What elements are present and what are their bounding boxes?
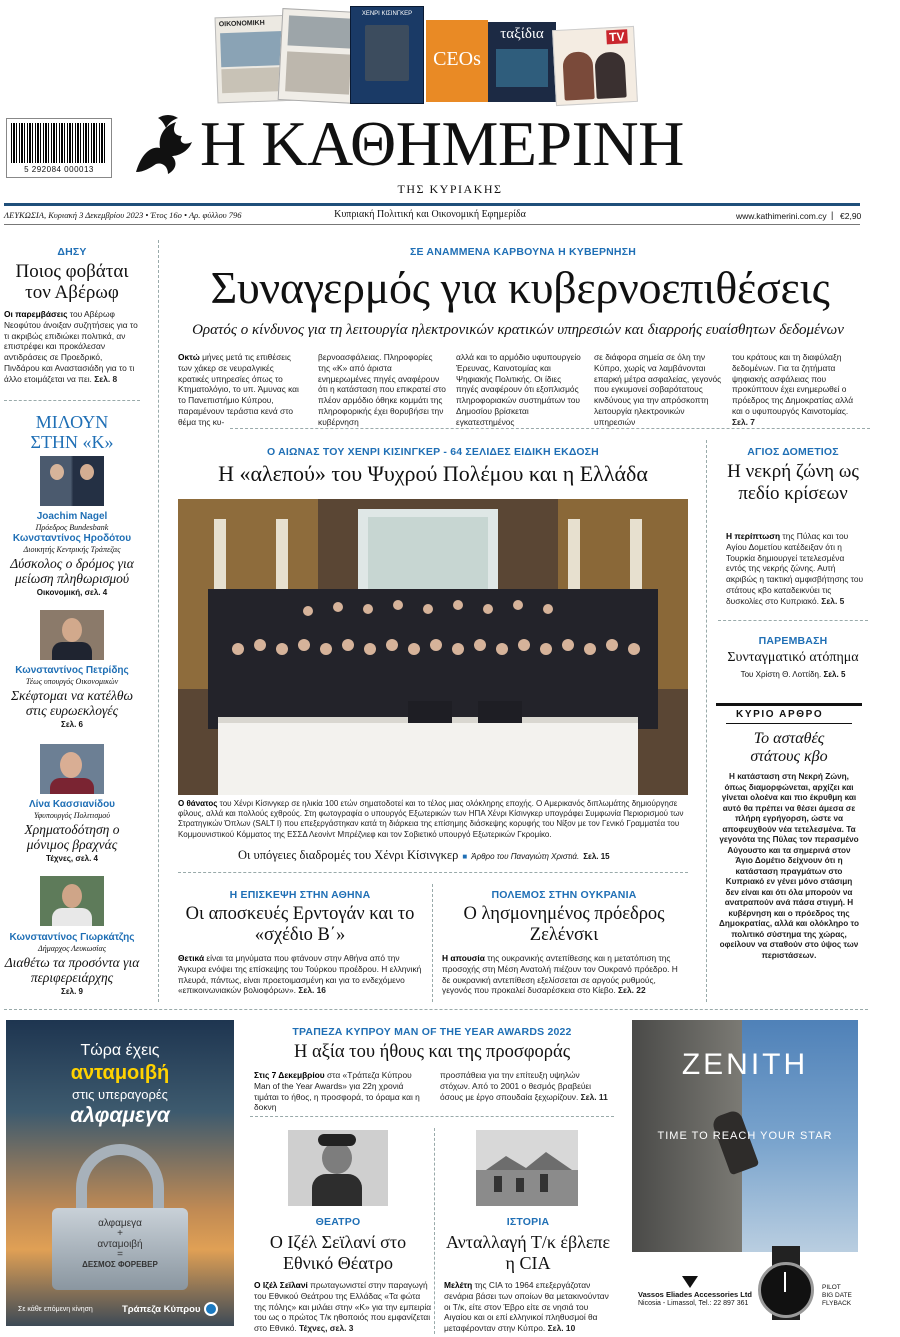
lock-line3: ανταμοιβή	[97, 1239, 143, 1250]
price-divider: |	[831, 210, 834, 220]
awards-ref[interactable]: Σελ. 11	[580, 1091, 608, 1102]
interview-1-role: Πρόεδρος Bundesbank	[35, 523, 109, 532]
lead-kicker: ΣΕ ΑΝΑΜΜΕΝΑ ΚΑΡΒΟΥΝΑ Η ΚΥΒΕΡΝΗΣΗ	[410, 246, 636, 258]
masthead-subtitle: ΤΗΣ ΚΥΡΙΑΚΗΣ	[397, 182, 503, 196]
interview-4-quote[interactable]: Διαθέτω τα προσόντα για περιφερειάρχης	[4, 955, 140, 985]
supplement-cover-ceos[interactable]	[426, 20, 488, 102]
interview-3-name: Λίνα Κασσιανίδου	[28, 799, 115, 810]
interview-1-quote[interactable]: Δύσκολος ο δρόμος για μείωση πληθωρισμού	[10, 556, 134, 586]
agios-kicker: ΑΓΙΟΣ ΔΟΜΕΤΙΟΣ	[747, 446, 839, 458]
salt-signing-photo	[178, 499, 688, 795]
lock-line5: ΔΕΣΜΟΣ ΦΟΡΕΒΕΡ	[82, 1260, 158, 1269]
ad-alphamega-brand: αλφαμεγα	[70, 1104, 170, 1127]
ukraine-ref[interactable]: Σελ. 22	[617, 985, 646, 996]
zenith-brand: ZENITH	[681, 1048, 809, 1081]
kissinger-teaser-ref: Σελ. 15	[583, 852, 610, 861]
dhsy-headline[interactable]: Ποιος φοβάται τον Αβέρωφ	[15, 261, 129, 303]
watch-label-3: FLYBACK	[822, 1300, 852, 1307]
lead-col-5	[732, 352, 860, 427]
avatar-kassianidou	[40, 744, 104, 794]
theatre-text: πρωταγωνιστεί στην παραγωγή του Εθνικού Θεάτρου της Ελλάδας «Τα φώτα της πόλης» και μιλάει στην «Κ» για την εμπειρία του ως ο πρώτος Τ/κ ηθοποιός που εμφανίζεται στο Εθνικό.	[254, 1280, 432, 1333]
supplement-cover-label: CEOs	[433, 48, 481, 70]
lead-col-5-text: του κράτους και τη διαφύλαξη δεδομένων. Για τα ζητήματα ψηφιακής ασφάλειας που προκύπτουν έχει ενημερωθεί ο πρόεδρος της Δημοκρατίας αλλά και ο υφυπουργός Καινοτομίας.	[732, 352, 854, 416]
dhsy-text: του Αβέρωφ Νεοφύτου άνοιξαν συζητήσεις για το τι ακριβώς επιδιώκει πολιτικά, αν επιστρέφει και προκάλεσαν αντιδράσεις σε Προεδρικό, Πινδάρου και Αναστασιάδη για το τι άλλο ετοιμάζεται να πει.	[4, 309, 138, 384]
watch-icon	[758, 1246, 814, 1320]
agios-headline[interactable]: Η νεκρή ζώνη ως πεδίο κρίσεων	[727, 461, 859, 504]
kyrio-arthro-box	[716, 703, 862, 1001]
interview-4-role: Δήμαρχος Λευκωσίας	[38, 944, 106, 953]
kissinger-teaser-title: Οι υπόγειες διαδρομές του Χένρι Κίσινγκερ	[238, 848, 459, 862]
awards-col-1	[254, 1070, 428, 1113]
supplement-cover-label: TV	[606, 29, 628, 44]
interview-1-ref[interactable]: Οικονομική, σελ. 4	[36, 588, 108, 597]
kissinger-caption	[178, 799, 688, 840]
mid-vertical-divider	[432, 884, 433, 1002]
watch-label-1: PILOT	[822, 1284, 841, 1291]
interview-2-name: Κωνσταντίνος Πετρίδης	[15, 665, 129, 676]
lead-deck: Ορατός ο κίνδυνος για τη λειτουργία ηλεκτρονικών κρατικών υπηρεσιών και διαρροής ευαίσθητων δεδομένων	[192, 322, 844, 338]
padlock-body	[52, 1208, 188, 1290]
kissinger-caption-lead: Ο θάνατος	[178, 799, 218, 808]
erdogan-lead: Θετικά	[178, 953, 205, 963]
interview-2-quote[interactable]: Σκέφτομαι να κατέλθω στις ευρωεκλογές	[10, 688, 134, 718]
lead-col-4: σε διάφορα σημεία σε όλη την Κύπρο, χωρίς να λαμβάνονται επαρκή μέτρα ασφαλείας, γεγονός που εγκυμονεί σοβαρότατους κινδύνους για την απρόσκοπτη λειτουργία ηλεκτρονικών υπηρεσιών	[594, 352, 722, 427]
interview-3-ref[interactable]: Τέχνες, σελ. 4	[46, 854, 98, 863]
barcode-number: 5 292084 000013	[24, 165, 94, 174]
avatar-petridis	[40, 610, 104, 660]
ad-alphamega-footer-right: Τράπεζα Κύπρου	[122, 1304, 201, 1315]
ad-alphamega[interactable]	[6, 1020, 234, 1326]
ukraine-body	[442, 953, 686, 996]
bottom-section-divider	[4, 1009, 868, 1010]
ukraine-headline[interactable]: Ο λησμονημένος πρόεδρος Ζελένσκι	[463, 904, 665, 945]
sidebar-vertical-divider	[158, 240, 159, 1002]
ad-alphamega-line1: Τώρα έχεις	[80, 1042, 160, 1059]
right-vertical-divider	[706, 440, 707, 1002]
masthead-title[interactable]: Η ΚΑΘΗΜΕΡΙΝΗ	[200, 108, 684, 179]
milon-title: ΜΙΛΟΥΝ ΣΤΗΝ «Κ»	[30, 412, 114, 452]
interview-2-ref[interactable]: Σελ. 6	[61, 720, 83, 729]
paremvasi-kicker: ΠΑΡΕΜΒΑΣΗ	[758, 635, 828, 647]
dhsy-kicker: ΔΗΣΥ	[57, 246, 87, 258]
supplement-cover-label: ΟΙΚΟΝΟΜΙΚΗ	[218, 19, 265, 29]
bank-of-cyprus-logo-icon	[204, 1302, 218, 1316]
kyrio-arthro-body: Η κατάσταση στη Νεκρή Ζώνη, όπως διαμορφώνεται, αρχίζει και γίνεται ολοένα και πιο έκρυθμη και αυτό θα πρέπει να θέσει άμεσα σε πλήρη εγρήγορση, ώστε να αποφευχθούν νέα τετελεσμένα. Τα γεγονότα της Πύλας τον περασμένο Αύγουστο και τα σημερινά στον Άγιο Δομέτιο δείχνουν ότι η κατάσταση πραγμάτων στο Κυπριακό εν γένει μόνο στάσιμη δεν είναι και ότι όλα μπορούν να ανατραπούν ανά πάσα στιγμή. Η κυβέρνηση και ο πρόεδρος της Δημοκρατίας, αλλά και ολόκληρο το πολιτικό σύστημα της χώρας, οφείλουν να σταθούν στο ύψος των περιστάσεων.	[719, 772, 859, 960]
lead-headline[interactable]: Συναγερμός για κυβερνοεπιθέσεις	[210, 262, 830, 313]
ad-alphamega-footer-left: Σε κάθε επόμενη κίνηση	[18, 1306, 93, 1313]
lock-line2: +	[117, 1228, 123, 1239]
history-photo-scene	[476, 1130, 578, 1206]
bottom-mid-divider	[434, 1128, 435, 1334]
history-kicker: ΙΣΤΟΡΙΑ	[506, 1216, 550, 1228]
theatre-photo[interactable]	[288, 1130, 388, 1206]
kissinger-caption-text: του Χένρι Κίσινγκερ σε ηλικία 100 ετών σηματοδοτεί και το τέλος μιας ολόκληρης εποχής. Ο Αμερικανός διπλωμάτης δημιούργησε φίλους, αλλά και πολλούς εχθρούς. Στη φωτογραφία ο υπουργός Εξωτερικών των ΗΠΑ Χένρι Κίσινγκερ υπογράφει Συμφωνία Περιορισμού των Στρατηγικών Όπλων (SALT I) που επεξεργάστηκαν κατά τη διάρκεια της επίσημης διάσκεψης κορυφής του Νίξον με τον Γενικό Γραμματέα του Κομμουνιστικού Κόμματος της ΕΣΣΔ Λεονίντ Μπρέζνιεφ και τον Σοβιετικό υπουργό Εξωτερικών Γκρομίκο.	[178, 799, 684, 839]
history-ref[interactable]: Σελ. 10	[547, 1323, 576, 1333]
awards-kicker: ΤΡΑΠΕΖΑ ΚΥΠΡΟΥ MAN OF THE YEAR AWARDS 2022	[292, 1026, 572, 1038]
lead-col-3: αλλά και το αρμόδιο υφυπουργείο Έρευνας, Καινοτομίας και Ψηφιακής Πολιτικής. Οι ίδιες πηγές αναφέρουν ότι εξοπλισμός πληροφοριακών συστημάτων του Δημοσίου βρίσκεται εγκατεστημένος	[456, 352, 581, 427]
supplement-cover-taxidia[interactable]	[488, 22, 556, 102]
ukraine-kicker: ΠΟΛΕΜΟΣ ΣΤΗΝ ΟΥΚΡΑΝΙΑ	[491, 889, 637, 901]
ukraine-text: της ουκρανικής αντεπίθεσης και η μετατόπιση της προσοχής στη Μέση Ανατολή πιέζουν τον Ουκρανό πρόεδρο. Η δε ουκρανική αντεπίθεση εξελίσσεται σε αργούς ρυθμούς, γεγονός που προκαλεί δυσαρέσκεια στο Κίεβο.	[442, 953, 678, 996]
theatre-headline[interactable]: Ο Ιζέλ Σεϊλανί στο Εθνικό Θέατρο	[269, 1232, 407, 1273]
kissinger-headline[interactable]: Η «αλεπού» του Ψυχρού Πολέμου και η Ελλάδα	[218, 461, 648, 486]
agios-text: της Πύλας και του Αγίου Δομετίου κατέδειξαν ότι η Τουρκία δημιουργεί τετελεσμένα εντός της νεκρής ζώνης. Αυτή ακριβώς η τακτική αμφισβήτησης του στάτους κβο καταδεικνύει τις δυσκολίες στο Κυπριακό.	[726, 531, 864, 606]
theatre-ref[interactable]: Τέχνες, σελ. 3	[299, 1323, 354, 1333]
ukraine-lead: Η απουσία	[442, 953, 485, 963]
erdogan-body	[178, 953, 422, 996]
history-body	[444, 1280, 616, 1334]
lead-bottom-divider	[230, 428, 870, 429]
interview-4-name: Κωνσταντίνος Γιωρκάτζης	[9, 932, 135, 943]
awards-headline[interactable]: Η αξία του ήθους και της προσφοράς	[293, 1042, 571, 1062]
erdogan-headline[interactable]: Οι αποσκευές Ερντογάν και το «σχέδιο Β΄»	[185, 904, 415, 945]
sidebar-divider	[4, 400, 140, 401]
ad-alphamega-line2: ανταμοιβή	[70, 1062, 170, 1084]
griffin-emblem-icon	[128, 112, 202, 180]
supplement-cover-kissinger-special[interactable]	[350, 6, 424, 104]
paremvasi-headline[interactable]: Συνταγματικό ατόπημα	[727, 650, 859, 665]
interview-1-name: Joachim Nagel	[36, 511, 108, 522]
dhsy-lead: Οι παρεμβάσεις	[4, 309, 68, 319]
awards-lead: Στις 7 Δεκεμβρίου	[254, 1070, 325, 1080]
supplement-cover-label: ταξίδια	[500, 26, 544, 42]
erdogan-kicker: Η ΕΠΙΣΚΕΨΗ ΣΤΗΝ ΑΘΗΝΑ	[229, 889, 371, 901]
interview-2-role: Τέως υπουργός Οικονομικών	[25, 677, 119, 686]
supplement-cover-kissinger[interactable]	[278, 8, 361, 104]
supplement-covers	[212, 6, 658, 106]
erdogan-ref[interactable]: Σελ. 16	[298, 985, 326, 996]
lead-lead: Οκτώ	[178, 352, 200, 362]
barcode	[6, 118, 112, 178]
website-link[interactable]: www.kathimerini.com.cy	[736, 211, 827, 221]
kissinger-teaser-author: Άρθρο του Παναγιώτη Χριστιά.	[471, 852, 580, 861]
kyrio-arthro-label: ΚΥΡΙΟ ΑΡΘΡΟ	[736, 709, 824, 720]
dhsy-ref[interactable]: Σελ. 8	[94, 373, 118, 384]
history-lead: Μελέτη	[444, 1280, 473, 1290]
theatre-lead: Ο Ιζέλ Σεϊλανί	[254, 1280, 308, 1290]
masthead-tagline: Κυπριακή Πολιτική και Οικονομική Εφημερίδα	[334, 209, 526, 220]
history-text: της CIA το 1964 επεξεργάζοταν σενάρια βάσει των οποίων θα μετακινούνταν οι Τ/κ, είτε στον Έβρο είτε σε νησιά του Αιγαίου και οι επί ελληνικοί πληθυσμοί θα μεταφέρονταν στην Κύπρο.	[444, 1280, 609, 1333]
supplement-cover-label: ΧΕΝΡΙ ΚΙΣΙΝΓΚΕΡ	[361, 11, 413, 17]
interview-4-ref[interactable]: Σελ. 9	[61, 987, 83, 996]
lead-col-1-text: μήνες μετά τις επιθέσεις των χάκερ σε νευραλγικές κρατικές υπηρεσίες όπως το Κτηματολόγιο, το υπ. Άμυνας και το Πανεπιστήμιο Κύπρου, παραμένουν τεράστια κενά στο θέμα της κυ-	[178, 352, 299, 427]
watch-label-2: BIG DATE	[822, 1292, 852, 1299]
lead-col-1	[178, 352, 306, 427]
masthead-logo[interactable]	[128, 112, 202, 180]
history-photo[interactable]	[476, 1130, 578, 1206]
interview-1-name2: Κωνσταντίνος Ηροδότου	[12, 533, 132, 544]
supplement-cover-tv[interactable]	[552, 26, 638, 106]
avatar-giorkatzis	[40, 876, 104, 926]
awards-col-2-text: προσπάθεια για την επίτευξη υψηλών στόχων. Από το 2001 ο θεσμός βραβεύει όσους με έργο σπουδαία ξεχωρίζουν.	[440, 1070, 592, 1102]
kyrio-arthro-headline[interactable]: Το ασταθές στάτους κβο	[750, 730, 828, 765]
lock-line1: αλφαμεγα	[98, 1218, 142, 1229]
interview-1-role2: Διοικητής Κεντρικής Τράπεζας	[23, 545, 121, 554]
paremvasi-ref[interactable]: Σελ. 5	[823, 670, 846, 679]
awards-bottom-divider	[250, 1116, 614, 1117]
lock-line4: =	[117, 1249, 123, 1260]
interview-3-quote[interactable]: Χρηματοδότηση ο μόνιμος βραχνάς	[24, 822, 120, 852]
interview-3-role: Υφυπουργός Πολιτισμού	[34, 811, 110, 820]
zenith-tagline: TIME TO REACH YOUR STAR	[657, 1130, 833, 1142]
kissinger-bottom-divider	[178, 872, 688, 873]
agios-ref[interactable]: Σελ. 5	[821, 595, 845, 606]
kissinger-teaser[interactable]	[238, 846, 688, 864]
paremvasi-byline: Του Χρίστη Θ. Λοττίδη.	[740, 670, 822, 679]
lead-ref[interactable]: Σελ. 7	[732, 416, 755, 427]
agios-lead: Η περίπτωση	[726, 531, 781, 541]
paremvasi-byline-line	[718, 670, 868, 679]
agios-divider	[718, 620, 868, 621]
awards-col-1-text: στα «Τράπεζα Κύπρου Man of the Year Awards» για 22η χρονιά τιμάται το ήθος, η προσφορά, το όραμα και η δοκνη	[254, 1070, 420, 1113]
teaser-bullet: ■	[462, 852, 468, 861]
theatre-kicker: ΘΕΑΤΡΟ	[315, 1216, 361, 1228]
kissinger-photo[interactable]	[178, 499, 688, 795]
dateline: ΛΕΥΚΩΣΙΑ, Κυριακή 3 Δεκεμβρίου 2023 • Έτος 16ο • Αρ. φύλλου 796	[4, 210, 242, 220]
masthead-bottom-rule	[4, 224, 860, 225]
awards-col-2	[440, 1070, 612, 1102]
kissinger-kicker: Ο ΑΙΩΝΑΣ ΤΟΥ ΧΕΝΡΙ ΚΙΣΙΝΓΚΕΡ - 64 ΣΕΛΙΔΕΣ ΕΙΔΙΚΗ ΕΚΔΟΣΗ	[267, 446, 599, 458]
masthead-rule	[4, 203, 860, 206]
ad-alphamega-line3: στις υπεραγορές	[72, 1087, 168, 1102]
zenith-contact: Nicosia - Limassol, Tel.: 22 897 361	[638, 1300, 749, 1307]
theatre-body	[254, 1280, 432, 1334]
avatar-nagel-irodotou	[40, 456, 104, 506]
dhsy-body	[4, 309, 140, 384]
lead-col-2: βερνοασφάλειας. Πληροφορίες της «Κ» από άριστα ενημερωμένες πηγές αναφέρουν ότι η κατάσταση που επικρατεί στο πλέον αρμόδιο όθηκε κομμάτι της πληροφορικής έχει θορυβήσει την κυβέρνηση	[318, 352, 446, 427]
history-headline[interactable]: Ανταλλαγή Τ/κ έβλεπε η CIA	[445, 1232, 611, 1273]
erdogan-text: είναι τα μηνύματα που φτάνουν στην Αθήνα από την Άγκυρα ενόψει της επίσκεψης του Τούρκου προέδρου. Η ελληνική πλευρά, πάντως, είναι προετοιμασμένη και για το ενδεχόμενο «επικοινωνιακών βολιοφόρων».	[178, 953, 422, 996]
agios-body	[726, 531, 864, 606]
ad-zenith[interactable]	[632, 1020, 858, 1326]
zenith-dealer: Vassos Eliades Accessories Ltd	[638, 1290, 752, 1299]
price: €2,90	[840, 211, 862, 221]
